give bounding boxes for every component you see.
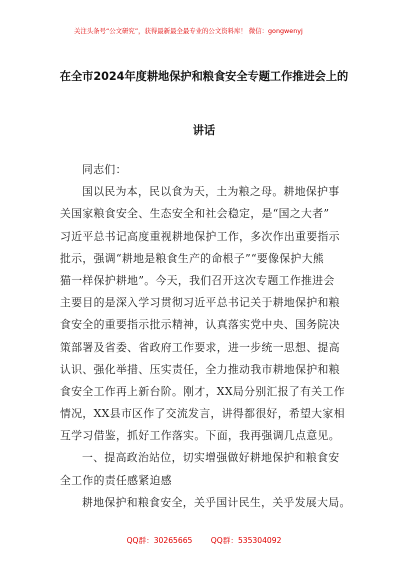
body-line: 一、提高政治站位，切实增强做好耕地保护和粮食安 [82,451,340,465]
body-line: 习近平总书记高度重视耕地保护工作，多次作出重要指示 [60,229,340,243]
document-subtitle: 讲话 [192,124,216,137]
body-line: 关国家粮食安全、生态安全和社会稳定，是“国之大者” [60,207,330,221]
footer-qq-group-2: QQ群：535304092 [210,536,282,545]
body-line: 策部署及省委、省政府工作要求，进一步统一思想、提高 [60,340,340,354]
body-line: 猫一样保护耕地”。今天，我们召开这次专题工作推进会 [60,273,335,287]
body-line: 全工作的责任感紧迫感 [60,473,172,487]
body-line: 互学习借鉴，抓好工作落实。下面，我再强调几点意见。 [60,429,340,443]
document-title: 在全市2024年度耕地保护和粮食安全专题工作推进会上的 [59,70,349,83]
header-notice: 关注头条号“公文研究”，获得最新最全最专业的公文资料库！ 微信：gongwenyj [74,27,303,35]
footer-contacts [0,535,408,546]
body-line: 同志们： [82,163,127,176]
body-line: 食安全工作再上新台阶。刚才，XX局分别汇报了有关工作 [60,384,345,398]
body-line: 认识、强化举措、压实责任，全力推动我市耕地保护和粮 [60,362,340,376]
document-body [60,159,360,514]
body-line: 主要目的是深入学习贯彻习近平总书记关于耕地保护和粮 [60,296,340,310]
body-line: 国以民为本，民以食为天，土为粮之母。耕地保护事 [82,185,340,199]
body-line: 情况，XX县市区作了交流发言，讲得都很好，希望大家相 [60,407,345,421]
footer-qq-group-1: QQ群：30265665 [126,536,193,545]
body-line: 耕地保护和粮食安全，关乎国计民生，关乎发展大局。 [82,495,351,509]
body-line: 食安全的重要指示批示精神，认真落实党中央、国务院决 [60,318,340,332]
body-line: 批示，强调“耕地是粮食生产的命根子”“要像保护大熊 [60,251,325,265]
